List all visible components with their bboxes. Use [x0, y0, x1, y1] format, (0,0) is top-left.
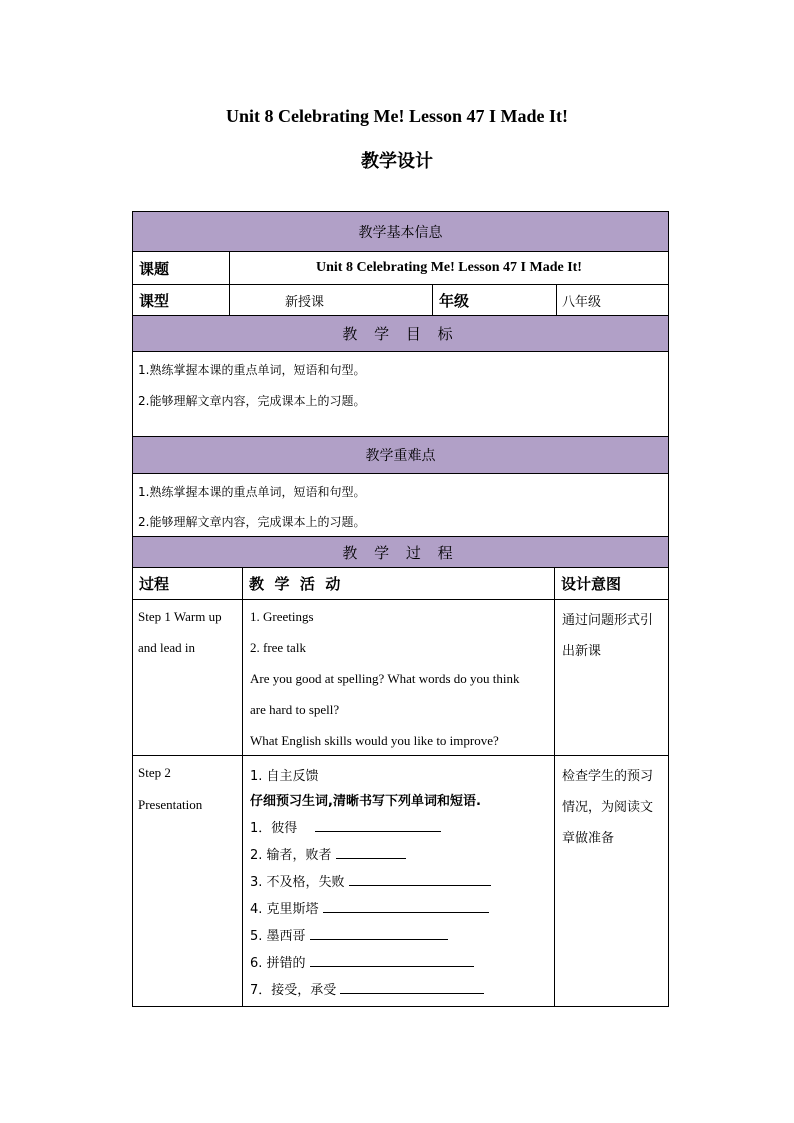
- process-col-intent: 设计意图: [554, 567, 669, 600]
- step1-activity-line: Are you good at spelling? What words do you think: [250, 671, 520, 686]
- step2-step-line: Step 2: [138, 765, 171, 780]
- step1-intent-line: 出新课: [562, 644, 602, 659]
- step1-activity-cell: [242, 599, 555, 756]
- topic-value: Unit 8 Celebrating Me! Lesson 47 I Made It!: [229, 251, 669, 285]
- step1-step-cell: [132, 599, 243, 756]
- step1-intent-line: 通过问题形式引: [562, 613, 654, 628]
- step1-activity-line: 2. free talk: [250, 640, 306, 655]
- step1-activity-line: are hard to spell?: [250, 702, 340, 717]
- word-prompt: 2. 输者，败者: [250, 848, 332, 863]
- objective-item: 1.熟练掌握本课的重点单词，短语和句型。: [138, 363, 366, 377]
- step2-step-cell: [132, 755, 243, 1007]
- key-point-item: 1.熟练掌握本课的重点单词，短语和句型。: [138, 485, 366, 499]
- answer-blank[interactable]: [310, 955, 474, 967]
- step1-activity-line: What English skills would you like to improve?: [250, 733, 499, 748]
- word-prompt: 7．接受，承受: [250, 983, 337, 998]
- word-item: [250, 817, 441, 836]
- key-points-header: 教学重难点: [132, 436, 669, 474]
- step2-heading: 1. 自主反馈: [250, 769, 319, 784]
- step2-intent-cell: [554, 755, 669, 1007]
- step1-step-line: Step 1 Warm up: [138, 609, 222, 624]
- word-item: [250, 844, 406, 863]
- process-col-activity: 教 学 活 动: [242, 567, 555, 600]
- key-point-item: 2.能够理解文章内容，完成课本上的习题。: [138, 515, 366, 529]
- step1-intent-cell: [554, 599, 669, 756]
- word-item: [250, 925, 448, 944]
- basic-info-header: 教学基本信息: [132, 211, 669, 252]
- word-prompt: 3. 不及格，失败: [250, 875, 345, 890]
- objective-item: 2.能够理解文章内容，完成课本上的习题。: [138, 394, 366, 408]
- answer-blank[interactable]: [315, 820, 441, 832]
- type-label: 课型: [132, 284, 230, 316]
- answer-blank[interactable]: [336, 847, 406, 859]
- step2-activity-cell: [242, 755, 555, 1007]
- word-prompt: 1．彼得: [250, 821, 298, 836]
- grade-label: 年级: [432, 284, 557, 316]
- word-item: [250, 871, 491, 890]
- word-prompt: 5. 墨西哥: [250, 929, 306, 944]
- grade-value: 八年级: [556, 284, 669, 316]
- step1-step-line: and lead in: [138, 640, 196, 655]
- step2-intent-line: 情况，为阅读文: [562, 800, 654, 815]
- word-item: [250, 979, 484, 998]
- step1-activity-line: 1. Greetings: [250, 609, 314, 624]
- process-header: 教 学 过 程: [132, 536, 669, 568]
- objectives-body: [132, 351, 669, 437]
- step2-intent-line: 章做准备: [562, 831, 615, 846]
- word-prompt: 6. 拼错的: [250, 956, 306, 971]
- document-title: Unit 8 Celebrating Me! Lesson 47 I Made It!: [226, 106, 568, 126]
- word-prompt: 4. 克里斯塔: [250, 902, 319, 917]
- process-col-step: 过程: [132, 567, 243, 600]
- answer-blank[interactable]: [340, 982, 484, 994]
- word-item: [250, 952, 474, 971]
- word-item: [250, 898, 489, 917]
- topic-label: 课题: [132, 251, 230, 285]
- answer-blank[interactable]: [323, 901, 489, 913]
- type-value: 新授课: [229, 284, 433, 316]
- key-points-body: [132, 473, 669, 537]
- answer-blank[interactable]: [310, 928, 448, 940]
- step2-instruction: 仔细预习生词,清晰书写下列单词和短语.: [250, 794, 481, 809]
- objectives-header: 教 学 目 标: [132, 315, 669, 352]
- step2-step-line: Presentation: [138, 797, 203, 812]
- answer-blank[interactable]: [349, 874, 491, 886]
- step2-intent-line: 检查学生的预习: [562, 769, 654, 784]
- document-subtitle: 教学设计: [361, 151, 433, 172]
